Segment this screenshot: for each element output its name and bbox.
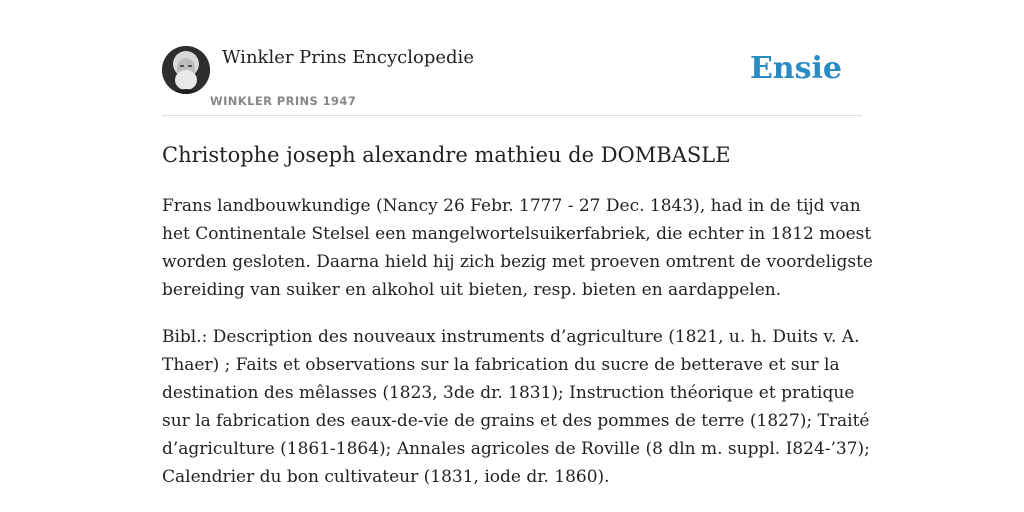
paragraph-line: Thaer) ; Faits et observations sur la fabrication du sucre de betterave et sur la [162, 355, 840, 375]
brand-logo[interactable]: Ensie [749, 51, 842, 86]
portrait-image [162, 46, 210, 94]
paragraph-line: Calendrier du bon cultivateur (1831, iode dr. 1860). [162, 467, 610, 487]
paragraph-line: Bibl.: Description des nouveaux instruments d’agriculture (1821, u. h. Duits v. A. [162, 327, 860, 347]
paragraph-line: d’agriculture (1861-1864); Annales agricoles de Roville (8 dln m. suppl. I824-’37); [162, 439, 870, 459]
article-paragraph-1 [162, 192, 873, 304]
paragraph-line: destination des mêlasses (1823, 3de dr. 1831); Instruction théorique et pratique [162, 383, 855, 403]
article-title: Christophe joseph alexandre mathieu de DOMBASLE [162, 143, 731, 167]
paragraph-line: Frans landbouwkundige (Nancy 26 Febr. 1777 - 27 Dec. 1843), had in de tijd van [162, 196, 861, 216]
edition-label[interactable]: WINKLER PRINS 1947 [210, 94, 357, 108]
article-paragraph-bibliography [162, 323, 870, 491]
site-name[interactable]: Winkler Prins Encyclopedie [222, 47, 474, 68]
paragraph-line: het Continentale Stelsel een mangelwortelsuikerfabriek, die echter in 1812 moest [162, 224, 872, 244]
header-divider [162, 115, 862, 116]
paragraph-line: worden gesloten. Daarna hield hij zich bezig met proeven omtrent de voordeligste [162, 252, 873, 272]
paragraph-line: bereiding van suiker en alkohol uit bieten, resp. bieten en aardappelen. [162, 280, 782, 300]
author-avatar[interactable] [162, 46, 210, 94]
paragraph-line: sur la fabrication des eaux-de-vie de grains et des pommes de terre (1827); Traité [162, 411, 870, 431]
article-card [162, 0, 873, 512]
